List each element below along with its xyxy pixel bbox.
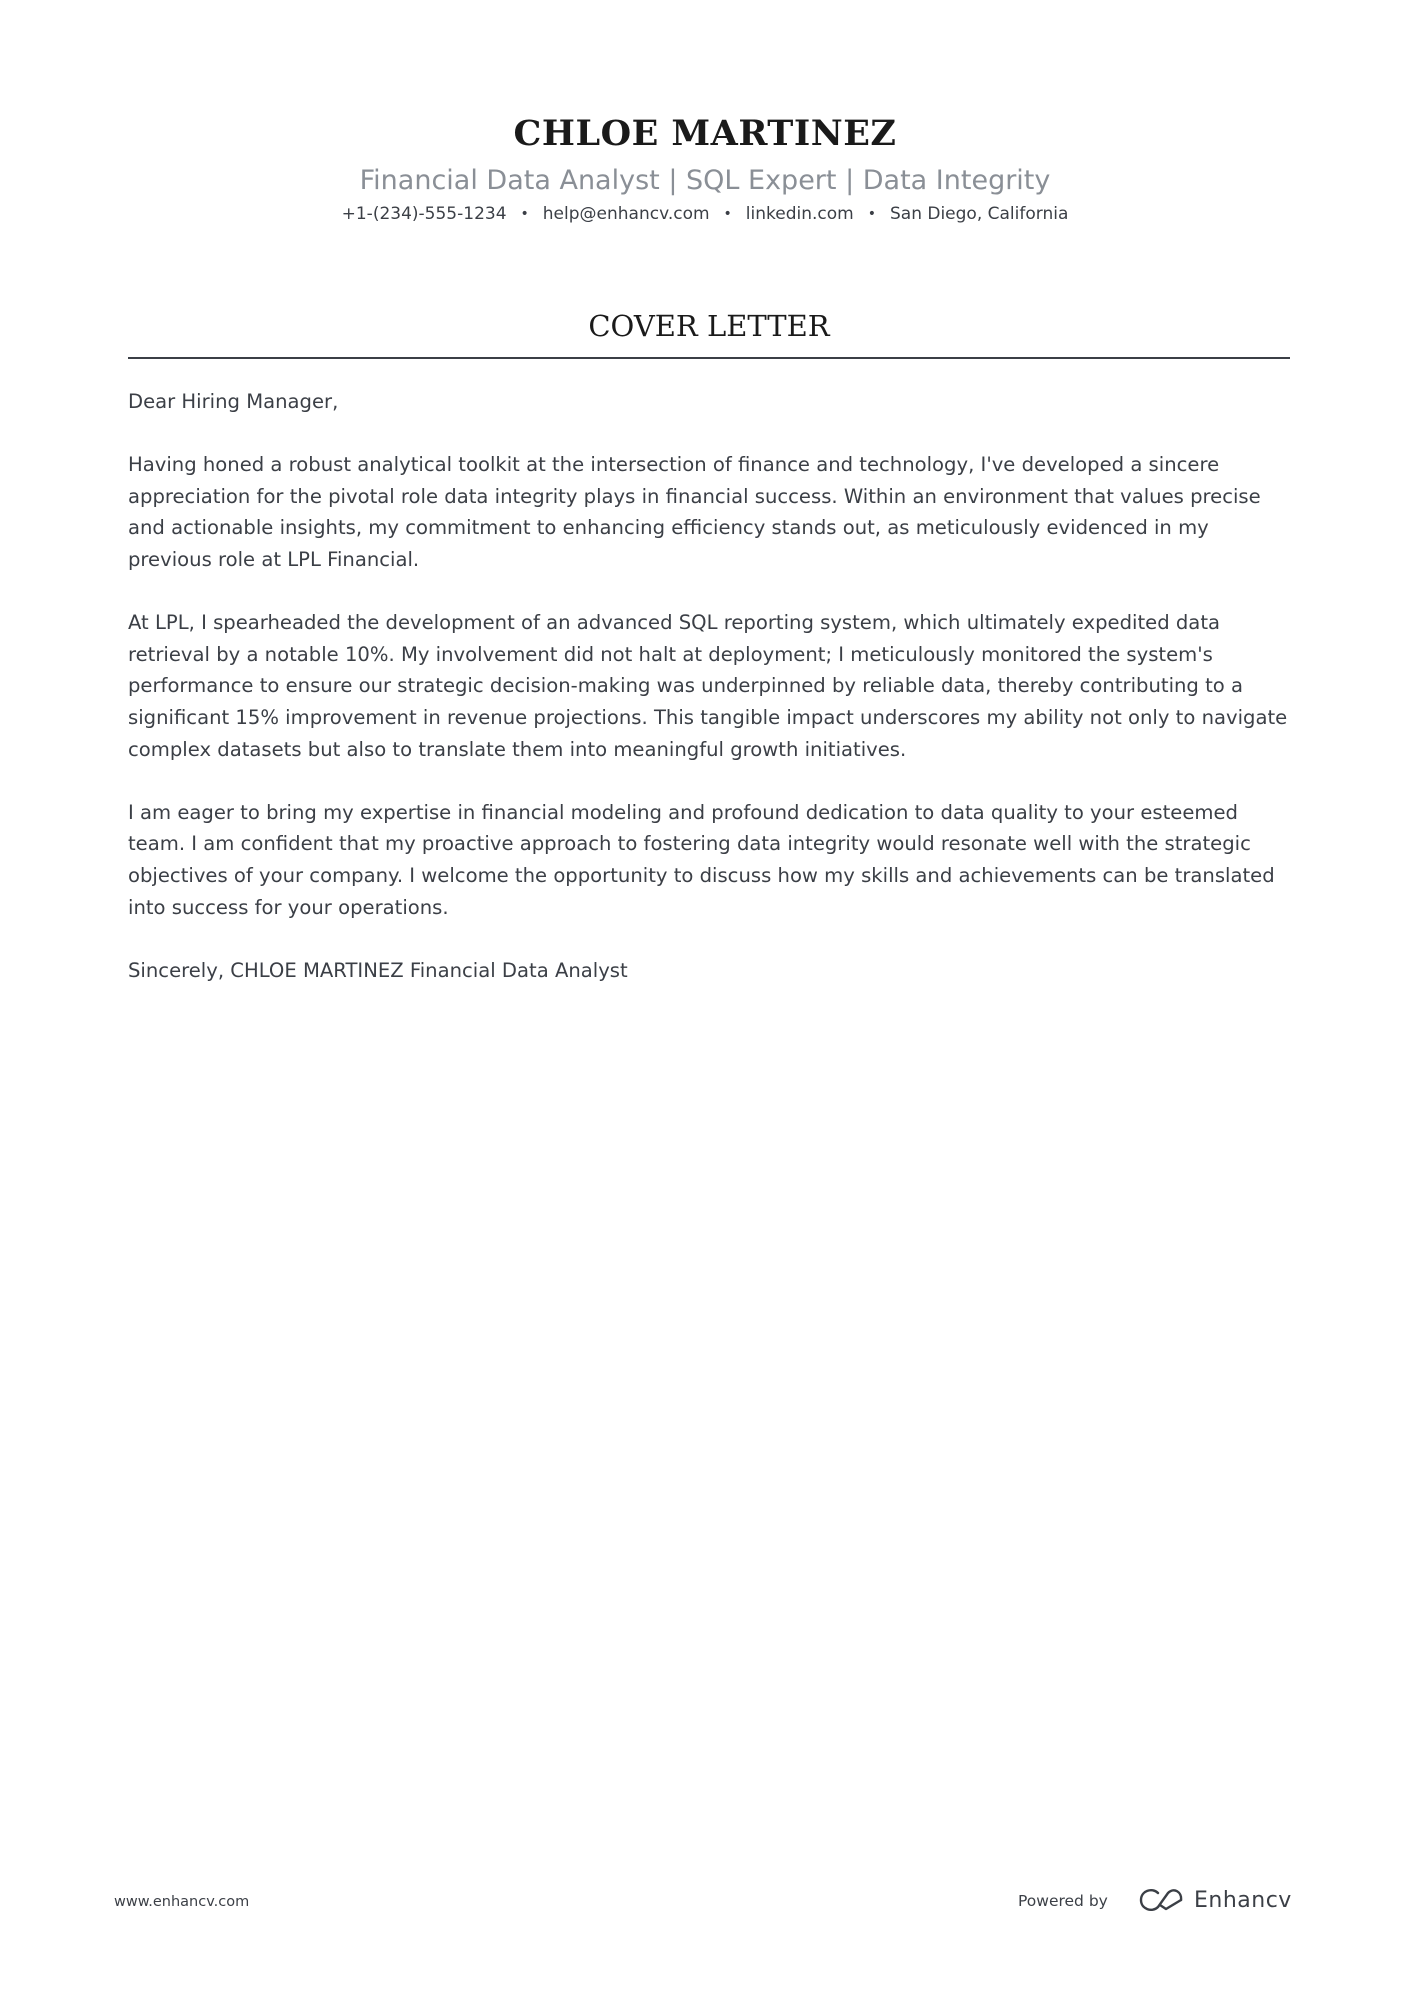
section-title: COVER LETTER <box>588 309 830 343</box>
resume-header <box>0 110 1410 226</box>
contact-separator: • <box>520 206 529 222</box>
enhancv-logo-icon <box>1138 1888 1184 1912</box>
contact-phone: +1-(234)-555-1234 <box>341 204 507 224</box>
letter-paragraph: I am eager to bring my expertise in financial modeling and profound dedication to data quality to your esteemed team. I am confident that my proactive approach to fostering data integrity would resonate well with the strategic objectives of your company. I welcome the opportunity to discuss how my skills and achievements can be translated into success for your operations. <box>128 800 1275 919</box>
candidate-headline: Financial Data Analyst | SQL Expert | Data Integrity <box>359 165 1051 196</box>
contact-separator: • <box>723 206 732 222</box>
contact-line <box>0 202 1410 226</box>
letter-paragraph: Having honed a robust analytical toolkit at the intersection of finance and technology, I've developed a sincere appreciation for the pivotal role data integrity plays in financial success. Within an environment that values precise and actionable insights, my commitment to enhancing efficiency stands out, as meticulously evidenced in my previous role at LPL Financial. <box>128 453 1261 571</box>
contact-separator: • <box>867 206 876 222</box>
contact-linkedin[interactable]: linkedin.com <box>745 204 854 224</box>
letter-closing: Sincerely, CHLOE MARTINEZ Financial Data Analyst <box>128 958 628 982</box>
enhancv-brand[interactable] <box>1138 1884 1292 1916</box>
letter-body <box>128 386 1290 1018</box>
footer-url[interactable]: www.enhancv.com <box>114 1894 250 1910</box>
letter-paragraph: At LPL, I spearheaded the development of an advanced SQL reporting system, which ultimately expedited data retrieval by a notable 10%. My involvement did not halt at deployment; I meticulously monitored the system's performance to ensure our strategic decision-making was underpinned by reliable data, thereby contributing to a significant 15% improvement in revenue projections. This tangible impact underscores my ability not only to navigate complex datasets but also to translate them into meaningful growth initiatives. <box>128 611 1288 761</box>
contact-email[interactable]: help@enhancv.com <box>542 204 710 224</box>
contact-location: San Diego, California <box>889 204 1069 224</box>
powered-by-label: Powered by <box>1018 1892 1108 1910</box>
candidate-name: CHLOE MARTINEZ <box>513 113 897 154</box>
letter-greeting: Dear Hiring Manager, <box>128 390 339 413</box>
enhancv-brand-name: Enhancv <box>1194 1887 1292 1913</box>
section-divider <box>128 357 1290 359</box>
